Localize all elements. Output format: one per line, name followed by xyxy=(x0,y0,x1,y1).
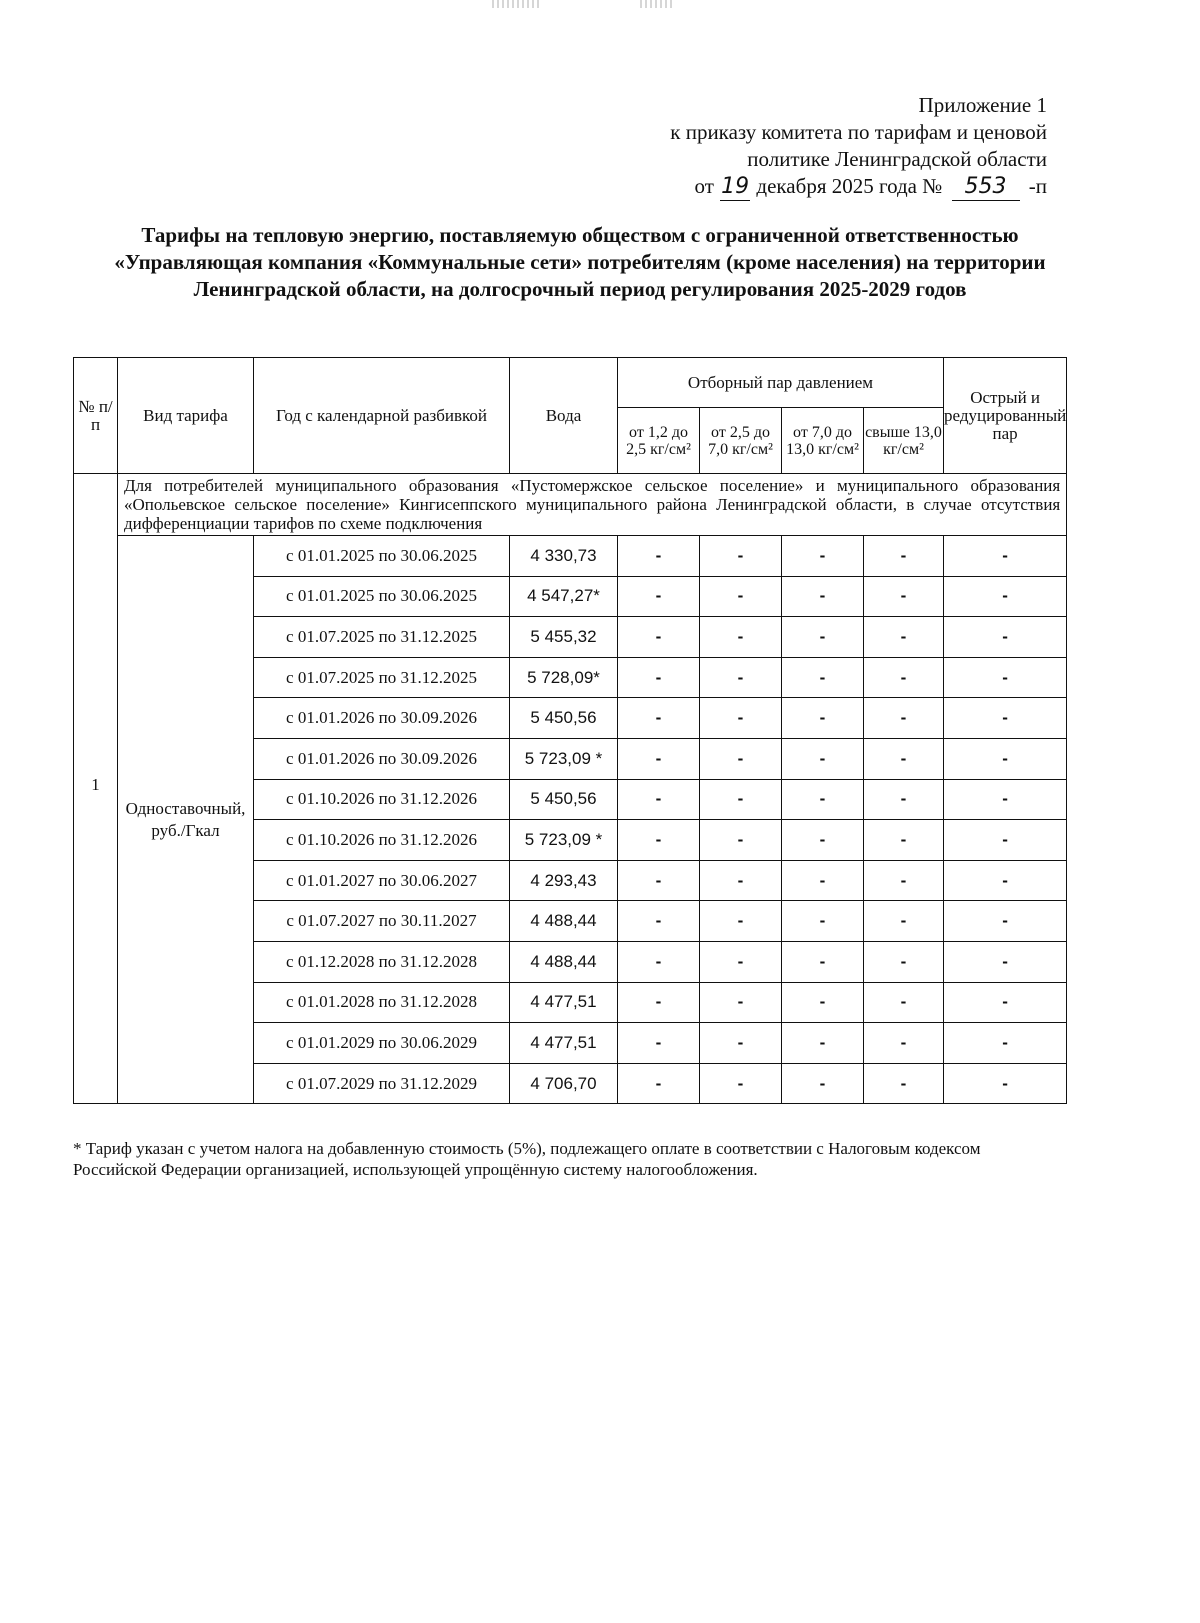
steam-tariff-cell: - xyxy=(700,941,782,982)
sharp-steam-tariff-cell: - xyxy=(944,698,1067,739)
steam-tariff-cell: - xyxy=(782,738,864,779)
sharp-steam-tariff-cell: - xyxy=(944,657,1067,698)
steam-tariff-cell: - xyxy=(700,617,782,658)
sharp-steam-tariff-cell: - xyxy=(944,901,1067,942)
sharp-steam-tariff-cell: - xyxy=(944,982,1067,1023)
sharp-steam-tariff-cell: - xyxy=(944,617,1067,658)
header-steam-3: от 7,0 до 13,0 кг/см² xyxy=(782,408,864,474)
steam-tariff-cell: - xyxy=(618,901,700,942)
steam-tariff-cell: - xyxy=(782,657,864,698)
steam-tariff-cell: - xyxy=(700,1023,782,1064)
period-cell: с 01.01.2029 по 30.06.2029 xyxy=(254,1023,510,1064)
order-suffix: -п xyxy=(1028,174,1047,198)
period-cell: с 01.07.2029 по 31.12.2029 xyxy=(254,1063,510,1104)
sharp-steam-tariff-cell: - xyxy=(944,779,1067,820)
handwritten-order-number: 553 xyxy=(952,173,1020,201)
header-period: Год с календарной разбивкой xyxy=(254,358,510,474)
steam-tariff-cell: - xyxy=(864,1023,944,1064)
steam-tariff-cell: - xyxy=(782,860,864,901)
steam-tariff-cell: - xyxy=(864,657,944,698)
water-tariff-cell: 5 450,56 xyxy=(510,698,618,739)
tariff-table-body xyxy=(74,474,1067,1104)
steam-tariff-cell: - xyxy=(864,941,944,982)
footnote: * Тариф указан с учетом налога на добавленную стоимость (5%), подлежащего оплате в соответствии с Налоговым кодексом Российской Федерации организацией, использующей упрощённую систему налогообложения. xyxy=(73,1139,981,1179)
steam-tariff-cell: - xyxy=(864,617,944,658)
steam-tariff-cell: - xyxy=(618,982,700,1023)
water-tariff-cell: 5 728,09* xyxy=(510,657,618,698)
steam-tariff-cell: - xyxy=(618,860,700,901)
header-tariff-kind: Вид тарифа xyxy=(118,358,254,474)
sharp-steam-tariff-cell: - xyxy=(944,1063,1067,1104)
sharp-steam-tariff-cell: - xyxy=(944,860,1067,901)
steam-tariff-cell: - xyxy=(700,698,782,739)
period-cell: с 01.01.2025 по 30.06.2025 xyxy=(254,576,510,617)
period-cell: с 01.07.2025 по 31.12.2025 xyxy=(254,617,510,658)
tariff-kind-cell: Одноставочный, руб./Гкал xyxy=(118,536,254,1104)
steam-tariff-cell: - xyxy=(618,1023,700,1064)
steam-tariff-cell: - xyxy=(782,698,864,739)
period-cell: с 01.01.2025 по 30.06.2025 xyxy=(254,536,510,577)
date-rest: декабря 2025 года № xyxy=(756,174,943,198)
steam-tariff-cell: - xyxy=(618,941,700,982)
steam-tariff-cell: - xyxy=(700,860,782,901)
water-tariff-cell: 4 293,43 xyxy=(510,860,618,901)
steam-tariff-cell: - xyxy=(864,698,944,739)
period-cell: с 01.12.2028 по 31.12.2028 xyxy=(254,941,510,982)
water-tariff-cell: 4 330,73 xyxy=(510,536,618,577)
steam-tariff-cell: - xyxy=(700,779,782,820)
period-cell: с 01.10.2026 по 31.12.2026 xyxy=(254,820,510,861)
steam-tariff-cell: - xyxy=(782,1063,864,1104)
steam-tariff-cell: - xyxy=(700,982,782,1023)
period-cell: с 01.10.2026 по 31.12.2026 xyxy=(254,779,510,820)
steam-tariff-cell: - xyxy=(864,901,944,942)
sharp-steam-tariff-cell: - xyxy=(944,1023,1067,1064)
steam-tariff-cell: - xyxy=(618,698,700,739)
sharp-steam-tariff-cell: - xyxy=(944,941,1067,982)
header-number: № п/ п xyxy=(74,358,118,474)
appendix-header xyxy=(670,92,1047,201)
period-cell: с 01.01.2026 по 30.09.2026 xyxy=(254,698,510,739)
period-cell: с 01.01.2027 по 30.06.2027 xyxy=(254,860,510,901)
water-tariff-cell: 4 488,44 xyxy=(510,901,618,942)
steam-tariff-cell: - xyxy=(782,901,864,942)
tariff-table xyxy=(73,357,1067,1104)
table-row xyxy=(74,536,1067,577)
steam-tariff-cell: - xyxy=(618,657,700,698)
header-steam-2: от 2,5 до 7,0 кг/см² xyxy=(700,408,782,474)
water-tariff-cell: 4 477,51 xyxy=(510,1023,618,1064)
steam-tariff-cell: - xyxy=(864,820,944,861)
steam-tariff-cell: - xyxy=(618,617,700,658)
steam-tariff-cell: - xyxy=(864,1063,944,1104)
steam-tariff-cell: - xyxy=(782,576,864,617)
appendix-line-1: Приложение 1 xyxy=(918,93,1047,117)
period-cell: с 01.07.2025 по 31.12.2025 xyxy=(254,657,510,698)
steam-tariff-cell: - xyxy=(618,536,700,577)
header-water: Вода xyxy=(510,358,618,474)
scan-artifact xyxy=(492,0,542,8)
steam-tariff-cell: - xyxy=(782,779,864,820)
steam-tariff-cell: - xyxy=(864,536,944,577)
steam-tariff-cell: - xyxy=(700,738,782,779)
steam-tariff-cell: - xyxy=(618,1063,700,1104)
water-tariff-cell: 5 455,32 xyxy=(510,617,618,658)
period-cell: с 01.01.2026 по 30.09.2026 xyxy=(254,738,510,779)
steam-tariff-cell: - xyxy=(782,617,864,658)
steam-tariff-cell: - xyxy=(864,738,944,779)
sharp-steam-tariff-cell: - xyxy=(944,576,1067,617)
steam-tariff-cell: - xyxy=(864,982,944,1023)
consumer-description: Для потребителей муниципального образования «Пустомержское сельское поселение» и муниципального образования «Опольевское сельское поселение» Кингисеппского муниципального района Ленинградской области, в случае отсутствия дифференциации тарифов по схеме подключения xyxy=(118,474,1067,536)
steam-tariff-cell: - xyxy=(864,779,944,820)
steam-tariff-cell: - xyxy=(618,738,700,779)
sharp-steam-tariff-cell: - xyxy=(944,536,1067,577)
steam-tariff-cell: - xyxy=(782,982,864,1023)
sharp-steam-tariff-cell: - xyxy=(944,820,1067,861)
steam-tariff-cell: - xyxy=(782,941,864,982)
steam-tariff-cell: - xyxy=(782,820,864,861)
steam-tariff-cell: - xyxy=(618,779,700,820)
period-cell: с 01.07.2027 по 30.11.2027 xyxy=(254,901,510,942)
water-tariff-cell: 4 706,70 xyxy=(510,1063,618,1104)
scan-artifact xyxy=(640,0,674,8)
steam-tariff-cell: - xyxy=(782,536,864,577)
steam-tariff-cell: - xyxy=(700,1063,782,1104)
steam-tariff-cell: - xyxy=(864,860,944,901)
appendix-line-3: политике Ленинградской области xyxy=(747,147,1047,171)
steam-tariff-cell: - xyxy=(700,901,782,942)
header-steam-4: свыше 13,0 кг/см² xyxy=(864,408,944,474)
appendix-line-2: к приказу комитета по тарифам и ценовой xyxy=(670,120,1047,144)
water-tariff-cell: 5 450,56 xyxy=(510,779,618,820)
period-cell: с 01.01.2028 по 31.12.2028 xyxy=(254,982,510,1023)
header-steam-1: от 1,2 до 2,5 кг/см² xyxy=(618,408,700,474)
water-tariff-cell: 4 488,44 xyxy=(510,941,618,982)
water-tariff-cell: 5 723,09 * xyxy=(510,820,618,861)
steam-tariff-cell: - xyxy=(618,820,700,861)
date-prefix: от xyxy=(694,174,714,198)
handwritten-day: 19 xyxy=(721,174,750,199)
header-steam-group: Отборный пар давлением xyxy=(618,358,944,408)
steam-tariff-cell: - xyxy=(618,576,700,617)
appendix-date-line xyxy=(670,173,1047,201)
water-tariff-cell: 5 723,09 * xyxy=(510,738,618,779)
steam-tariff-cell: - xyxy=(700,536,782,577)
steam-tariff-cell: - xyxy=(700,657,782,698)
steam-tariff-cell: - xyxy=(782,1023,864,1064)
water-tariff-cell: 4 547,27* xyxy=(510,576,618,617)
steam-tariff-cell: - xyxy=(700,576,782,617)
sharp-steam-tariff-cell: - xyxy=(944,738,1067,779)
row-number: 1 xyxy=(74,474,118,1104)
water-tariff-cell: 4 477,51 xyxy=(510,982,618,1023)
header-sharp-steam: Острый и редуцированный пар xyxy=(944,358,1067,474)
steam-tariff-cell: - xyxy=(864,576,944,617)
steam-tariff-cell: - xyxy=(700,820,782,861)
document-title: Тарифы на тепловую энергию, поставляемую обществом с ограниченной ответственностью «Управляющая компания «Коммунальные сети» потребителям (кроме населения) на территории Ленинградской области, на долгосрочный период регулирования 2025-2029 годов xyxy=(114,223,1046,301)
